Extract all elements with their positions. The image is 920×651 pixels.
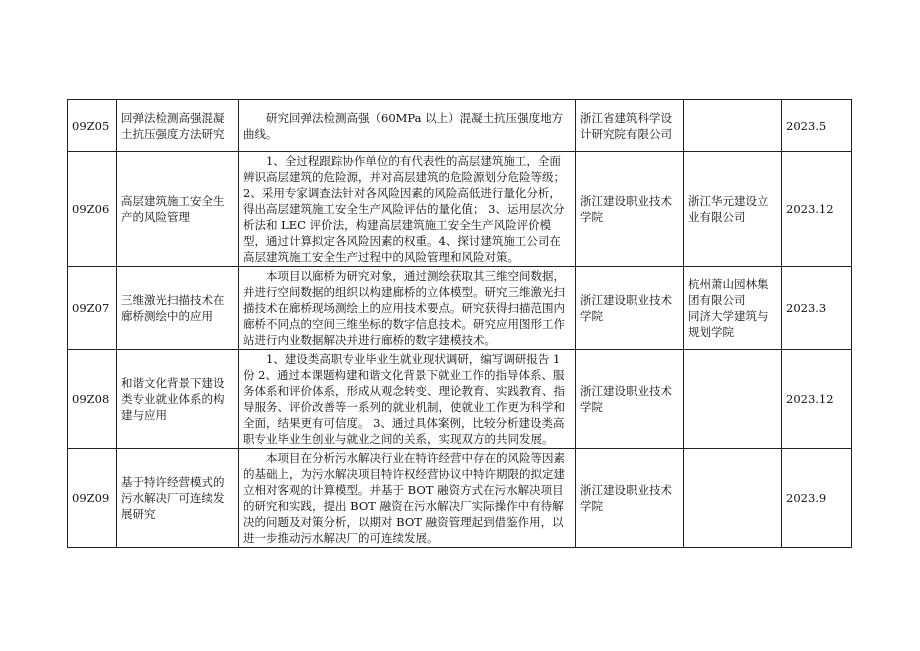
project-title: 基于特许经营模式的污水解决厂可连续发展研究 bbox=[117, 449, 239, 548]
project-id: 09Z09 bbox=[68, 449, 117, 548]
table-row bbox=[68, 350, 852, 449]
project-description: 本项目以廊桥为研究对象，通过测绘获取其三维空间数据，并进行空间数据的组织以构建廊桥的立体模型。研究三维激光扫描技术在廊桥现场测绘上的应用技术要点。研究获得扫描范围内廊桥不同点的空间三维坐标的数字信息技术。研究应用图形工作站进行内业数据解决并进行廊桥的数字建模技术。 bbox=[239, 267, 576, 350]
project-description: 研究回弹法检测高强（60MPa 以上）混凝土抗压强度地方曲线。 bbox=[239, 100, 576, 152]
partner-unit bbox=[684, 350, 782, 449]
completion-date: 2023.12 bbox=[782, 350, 852, 449]
partner-unit: 浙江华元建设立业有限公司 bbox=[684, 152, 782, 267]
project-description: 本项目在分析污水解决行业在特许经营中存在的风险等因素的基础上，为污水解决项目特许权经营协议中特许期限的拟定建立相对客观的计算模型。并基于 BOT 融资方式在污水解决项目的研究和实践，提出 BOT 融资在污水解决厂实际操作中有待解决的问题及对策分析，以期对 BOT 融资管理起到借鉴作用，以进一步推动污水解决厂的可连续发展。 bbox=[239, 449, 576, 548]
project-title: 三维激光扫描技术在廊桥测绘中的应用 bbox=[117, 267, 239, 350]
completion-date: 2023.5 bbox=[782, 100, 852, 152]
lead-unit: 浙江建设职业技术学院 bbox=[576, 449, 684, 548]
partner-unit bbox=[684, 100, 782, 152]
completion-date: 2023.12 bbox=[782, 152, 852, 267]
lead-unit: 浙江省建筑科学设计研究院有限公司 bbox=[576, 100, 684, 152]
project-title: 和谐文化背景下建设类专业就业体系的构建与应用 bbox=[117, 350, 239, 449]
partner-unit: 杭州萧山园林集团有限公司 同济大学建筑与规划学院 bbox=[684, 267, 782, 350]
lead-unit: 浙江建设职业技术学院 bbox=[576, 152, 684, 267]
project-id: 09Z08 bbox=[68, 350, 117, 449]
table-row bbox=[68, 267, 852, 350]
project-title: 高层建筑施工安全生产的风险管理 bbox=[117, 152, 239, 267]
table-row bbox=[68, 100, 852, 152]
project-description: 1、建设类高职专业毕业生就业现状调研，编写调研报告 1 份 2、通过本课题构建和谐文化背景下就业工作的指导体系、服务体系和评价体系，形成从观念转变、理论教育、实践教育、指导服务、评价改善等一系列的就业机制，使就业工作更为科学和全面，结果更有可信度。 3、通过具体案例，比较分析建设类高职专业毕业生创业与就业之间的关系，实现双方的共同发展。 bbox=[239, 350, 576, 449]
project-description: 1、全过程跟踪协作单位的有代表性的高层建筑施工，全面辨识高层建筑的危险源，并对高层建筑的危险源划分危险等级；2、采用专家调查法针对各风险因素的风险高低进行量化分析，得出高层建筑施工安全生产风险评估的量化值； 3、运用层次分析法和 LEC 评价法，构建高层建筑施工安全生产风险评价模型，通过计算拟定各风险因素的权重。4、探讨建筑施工公司在高层建筑施工安全生产过程中的风险管理和风险对策。 bbox=[239, 152, 576, 267]
lead-unit: 浙江建设职业技术学院 bbox=[576, 350, 684, 449]
table-row bbox=[68, 449, 852, 548]
table-row bbox=[68, 152, 852, 267]
project-id: 09Z06 bbox=[68, 152, 117, 267]
project-id: 09Z07 bbox=[68, 267, 117, 350]
project-title: 回弹法检测高强混凝土抗压强度方法研究 bbox=[117, 100, 239, 152]
lead-unit: 浙江建设职业技术学院 bbox=[576, 267, 684, 350]
completion-date: 2023.9 bbox=[782, 449, 852, 548]
completion-date: 2023.3 bbox=[782, 267, 852, 350]
partner-unit bbox=[684, 449, 782, 548]
project-table bbox=[67, 99, 852, 548]
project-id: 09Z05 bbox=[68, 100, 117, 152]
